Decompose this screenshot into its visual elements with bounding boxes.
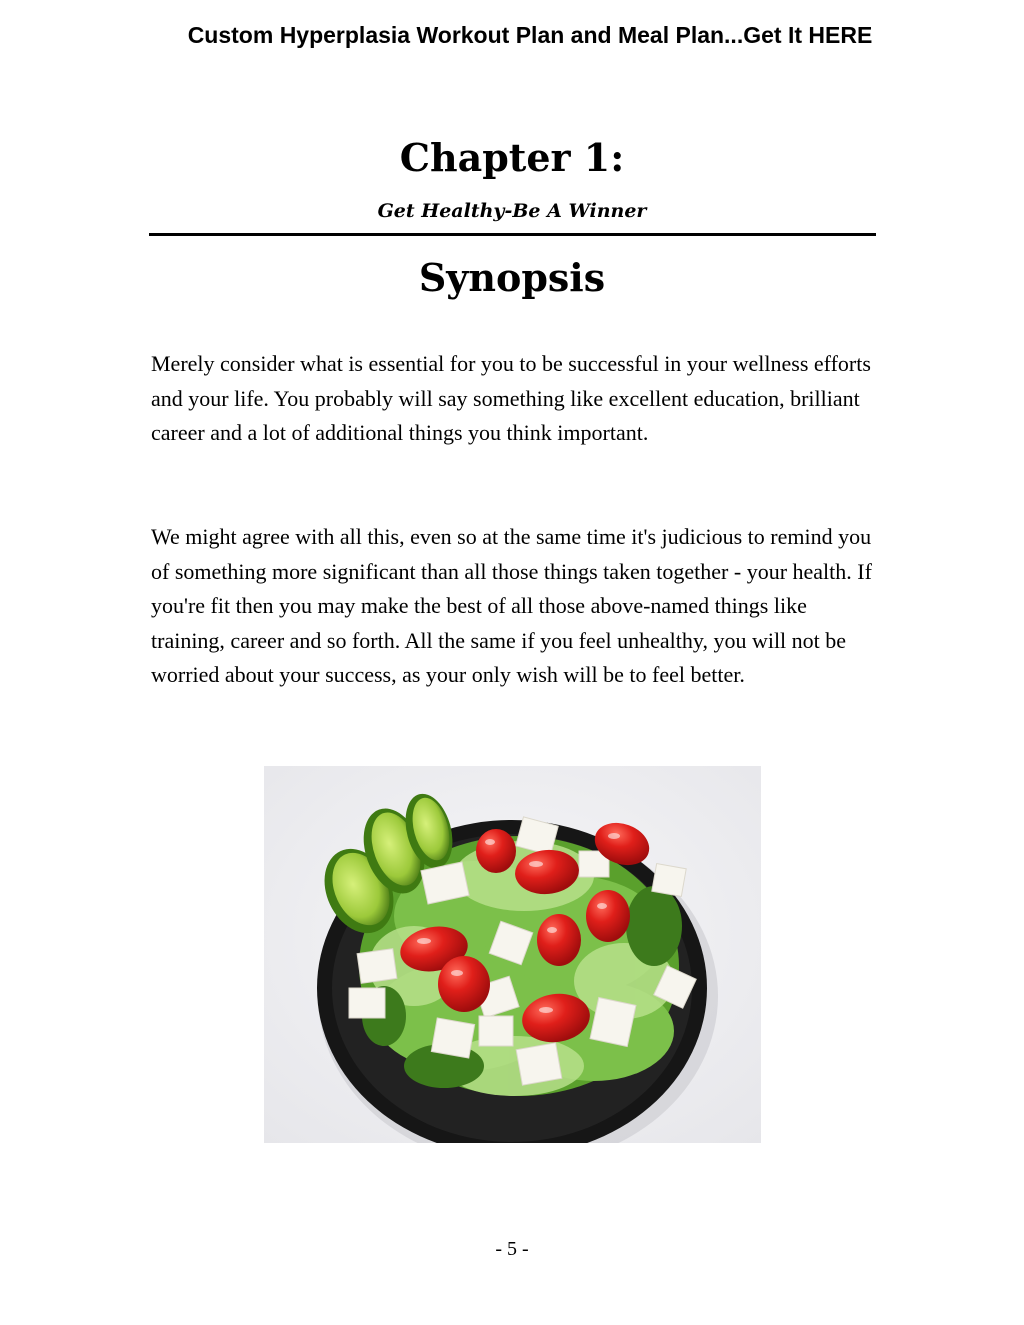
salad-photo: [264, 766, 761, 1143]
section-title: Synopsis: [418, 255, 606, 300]
page-number: - 5 -: [495, 1238, 529, 1260]
title-divider: [149, 233, 876, 236]
header-promo-link[interactable]: Custom Hyperplasia Workout Plan and Meal Plan...Get It HERE: [187, 22, 873, 48]
chapter-title: Chapter 1:: [399, 135, 625, 180]
chapter-subtitle: Get Healthy-Be A Winner: [377, 200, 647, 222]
body-paragraph-2: We might agree with all this, even so at the same time it's judicious to remind you of something more significant than all those things taken together - your health. If you're fit then you may make the best of all those above-named things like training, career and so forth. All the same if you feel unhealthy, you will not be worried about your success, as your only wish will be to feel better.: [151, 524, 872, 688]
body-paragraph-1: Merely consider what is essential for you to be successful in your wellness efforts and your life. You probably will say something like excellent education, brilliant career and a lot of additional things you think important.: [151, 351, 871, 446]
